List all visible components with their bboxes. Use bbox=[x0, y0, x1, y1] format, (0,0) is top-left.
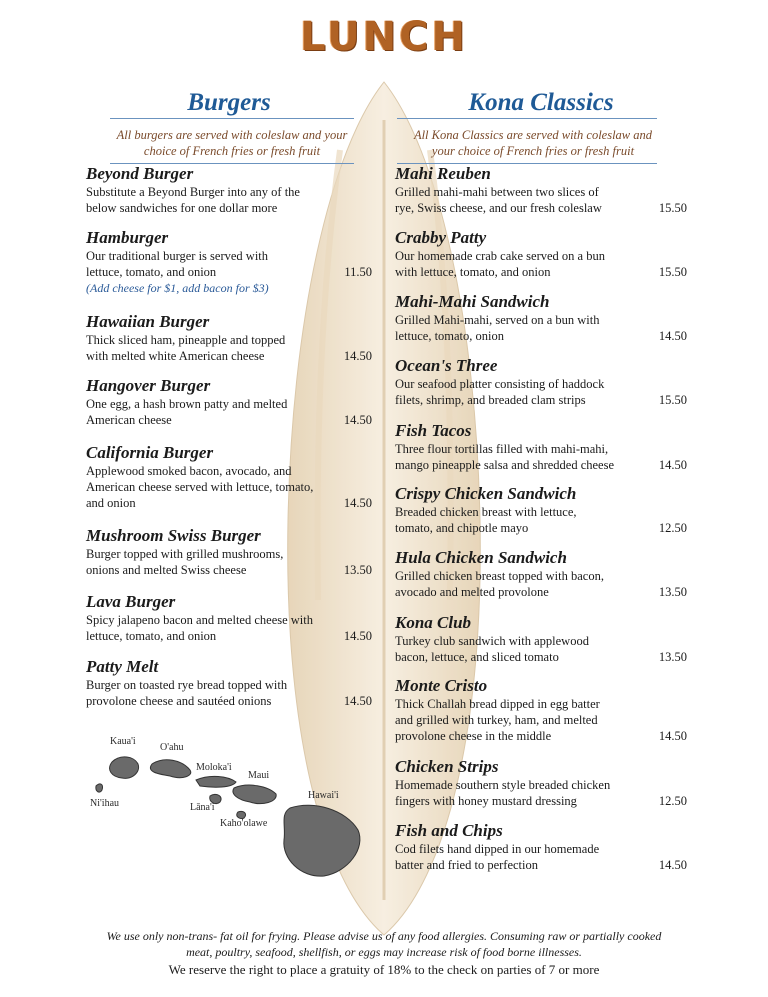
menu-item bbox=[86, 228, 372, 296]
menu-item-description: American cheese bbox=[86, 413, 172, 427]
map-label-kauai: Kaua'i bbox=[110, 736, 136, 747]
hawaiian-islands-map bbox=[86, 730, 386, 880]
menu-item bbox=[86, 443, 372, 511]
menu-item bbox=[86, 526, 372, 578]
menu-item-description: with melted white American cheese bbox=[86, 349, 265, 363]
menu-item-name: Mushroom Swiss Burger bbox=[86, 526, 261, 545]
menu-item-price: 12.50 bbox=[658, 794, 687, 808]
menu-footer bbox=[0, 928, 768, 979]
menu-item-description: Thick sliced ham, pineapple and topped bbox=[86, 333, 286, 347]
menu-item bbox=[395, 421, 687, 473]
menu-item-description: tomato, and chipotle mayo bbox=[395, 521, 529, 535]
menu-item-description: Cod filets hand dipped in our homemade bbox=[395, 842, 600, 856]
menu-item-description: mango pineapple salsa and shredded cheese bbox=[395, 458, 615, 472]
footer-gratuity-note: We reserve the right to place a gratuity of 18% to the check on parties of 7 or more bbox=[168, 962, 600, 977]
menu-item-description: Three flour tortillas filled with mahi-mahi, bbox=[395, 442, 609, 456]
menu-item-description: avocado and melted provolone bbox=[395, 585, 549, 599]
menu-item-description: American cheese served with lettuce, tomato, bbox=[86, 480, 314, 494]
footer-disclaimer: We use only non-trans- fat oil for frying. Please advise us of any food allergies. Consuming raw or partially cooked meat, poultry, seafood, shellfish, or eggs may increase risk of food borne illnesses. bbox=[106, 929, 662, 959]
menu-item-price: 14.50 bbox=[658, 858, 687, 872]
menu-item bbox=[86, 164, 372, 216]
map-label-oahu: O'ahu bbox=[160, 742, 184, 753]
menu-item-description: provolone cheese and sautéed onions bbox=[86, 694, 272, 708]
section-title-kona-classics: Kona Classics bbox=[468, 89, 614, 116]
menu-item-price: 14.50 bbox=[658, 729, 687, 743]
menu-item-name: Kona Club bbox=[395, 613, 472, 632]
menu-item-name: Hula Chicken Sandwich bbox=[395, 548, 567, 567]
menu-item-description: with lettuce, tomato, and onion bbox=[395, 265, 551, 279]
menu-item-description: Our homemade crab cake served on a bun bbox=[395, 249, 605, 263]
menu-item-name: Fish and Chips bbox=[395, 821, 503, 840]
menu-item-price: 15.50 bbox=[658, 265, 687, 279]
menu-item-name: California Burger bbox=[86, 443, 214, 462]
menu-title: LUNCH bbox=[300, 14, 468, 60]
menu-item-description: Grilled mahi-mahi between two slices of bbox=[395, 185, 599, 199]
menu-item-description: Our traditional burger is served with bbox=[86, 249, 269, 263]
menu-item-name: Monte Cristo bbox=[395, 676, 488, 695]
menu-item-name: Fish Tacos bbox=[395, 421, 472, 440]
menu-item-note: (Add cheese for $1, add bacon for $3) bbox=[86, 281, 269, 295]
menu-item-description: One egg, a hash brown patty and melted bbox=[86, 397, 288, 411]
menu-item-price: 13.50 bbox=[658, 585, 687, 599]
menu-item-price: 12.50 bbox=[658, 521, 687, 535]
menu-item-price: 11.50 bbox=[344, 265, 372, 279]
menu-item-description: and grilled with turkey, ham, and melted bbox=[395, 713, 598, 727]
menu-item-price: 14.50 bbox=[343, 496, 372, 510]
menu-item bbox=[395, 613, 687, 665]
menu-item-price: 15.50 bbox=[658, 201, 687, 215]
menu-item-description: batter and fried to perfection bbox=[395, 858, 538, 872]
map-label-molokai: Moloka'i bbox=[196, 762, 232, 773]
islands-illustration bbox=[86, 730, 386, 880]
menu-item-description: Applewood smoked bacon, avocado, and bbox=[86, 464, 292, 478]
menu-item-description: below sandwiches for one dollar more bbox=[86, 201, 278, 215]
menu-item-price: 15.50 bbox=[658, 393, 687, 407]
menu-item-description: Homemade southern style breaded chicken bbox=[395, 778, 611, 792]
menu-item bbox=[395, 164, 687, 216]
menu-item-name: Beyond Burger bbox=[86, 164, 194, 183]
map-label-niihau: Ni'ihau bbox=[90, 798, 120, 809]
menu-item bbox=[395, 356, 687, 408]
menu-item-price: 14.50 bbox=[343, 629, 372, 643]
menu-item-name: Hamburger bbox=[86, 228, 169, 247]
menu-item-name: Chicken Strips bbox=[395, 757, 499, 776]
menu-item bbox=[395, 292, 687, 344]
menu-item-description: and onion bbox=[86, 496, 136, 510]
menu-item-description: provolone cheese in the middle bbox=[395, 729, 552, 743]
menu-item-description: Spicy jalapeno bacon and melted cheese with bbox=[86, 613, 314, 627]
menu-item bbox=[395, 484, 687, 536]
menu-item-description: lettuce, tomato, onion bbox=[395, 329, 505, 343]
kona-classics-section bbox=[395, 88, 687, 872]
menu-item-name: Mahi-Mahi Sandwich bbox=[395, 292, 550, 311]
menu-item-description: lettuce, tomato, and onion bbox=[86, 265, 217, 279]
menu-item-description: bacon, lettuce, and sliced tomato bbox=[395, 650, 559, 664]
menu-item-price: 14.50 bbox=[658, 458, 687, 472]
menu-item-description: Grilled chicken breast topped with bacon, bbox=[395, 569, 604, 583]
menu-item-description: Burger on toasted rye bread topped with bbox=[86, 678, 288, 692]
section-note-burgers: All burgers are served with coleslaw and your choice of French fries or fresh fruit bbox=[116, 128, 348, 158]
menu-item bbox=[86, 376, 372, 428]
menu-item bbox=[395, 228, 687, 280]
menu-item bbox=[395, 821, 687, 873]
menu-item bbox=[395, 548, 687, 600]
menu-item-name: Hangover Burger bbox=[86, 376, 211, 395]
menu-item bbox=[395, 676, 687, 744]
map-label-maui: Maui bbox=[248, 770, 270, 781]
menu-item-name: Hawaiian Burger bbox=[86, 312, 210, 331]
menu-item-description: lettuce, tomato, and onion bbox=[86, 629, 217, 643]
menu-item-name: Crabby Patty bbox=[395, 228, 487, 247]
map-label-kahoolawe: Kaho'olawe bbox=[220, 818, 268, 829]
menu-item-description: onions and melted Swiss cheese bbox=[86, 563, 247, 577]
menu-item-price: 14.50 bbox=[343, 349, 372, 363]
menu-item-description: Thick Challah bread dipped in egg batter bbox=[395, 697, 600, 711]
section-note-kona-classics: All Kona Classics are served with coleslaw and your choice of French fries or fresh fruit bbox=[413, 128, 653, 158]
menu-item-price: 14.50 bbox=[343, 694, 372, 708]
burgers-section bbox=[86, 88, 372, 708]
map-label-lanai: Lāna'i bbox=[190, 802, 215, 813]
menu-item bbox=[395, 757, 687, 809]
menu-item-name: Ocean's Three bbox=[395, 356, 498, 375]
section-title-burgers: Burgers bbox=[187, 89, 271, 116]
menu-item-price: 14.50 bbox=[658, 329, 687, 343]
menu-item-price: 13.50 bbox=[343, 563, 372, 577]
menu-item bbox=[86, 312, 372, 364]
map-label-hawaii: Hawai'i bbox=[308, 790, 339, 801]
menu-item bbox=[86, 592, 372, 644]
menu-item-description: Breaded chicken breast with lettuce, bbox=[395, 505, 577, 519]
menu-item-description: rye, Swiss cheese, and our fresh coleslaw bbox=[395, 201, 602, 215]
menu-item-description: Burger topped with grilled mushrooms, bbox=[86, 547, 284, 561]
menu-item-name: Patty Melt bbox=[86, 657, 159, 676]
menu-item-name: Lava Burger bbox=[86, 592, 176, 611]
menu-item-price: 13.50 bbox=[658, 650, 687, 664]
menu-item-name: Crispy Chicken Sandwich bbox=[395, 484, 577, 503]
menu-item-price: 14.50 bbox=[343, 413, 372, 427]
menu-item-description: fingers with honey mustard dressing bbox=[395, 794, 577, 808]
menu-item bbox=[86, 657, 372, 709]
menu-item-name: Mahi Reuben bbox=[395, 164, 491, 183]
menu-item-description: Turkey club sandwich with applewood bbox=[395, 634, 589, 648]
menu-item-description: Substitute a Beyond Burger into any of the bbox=[86, 185, 300, 199]
menu-item-description: Grilled Mahi-mahi, served on a bun with bbox=[395, 313, 600, 327]
menu-item-description: filets, shrimp, and breaded clam strips bbox=[395, 393, 586, 407]
menu-item-description: Our seafood platter consisting of haddock bbox=[395, 377, 605, 391]
